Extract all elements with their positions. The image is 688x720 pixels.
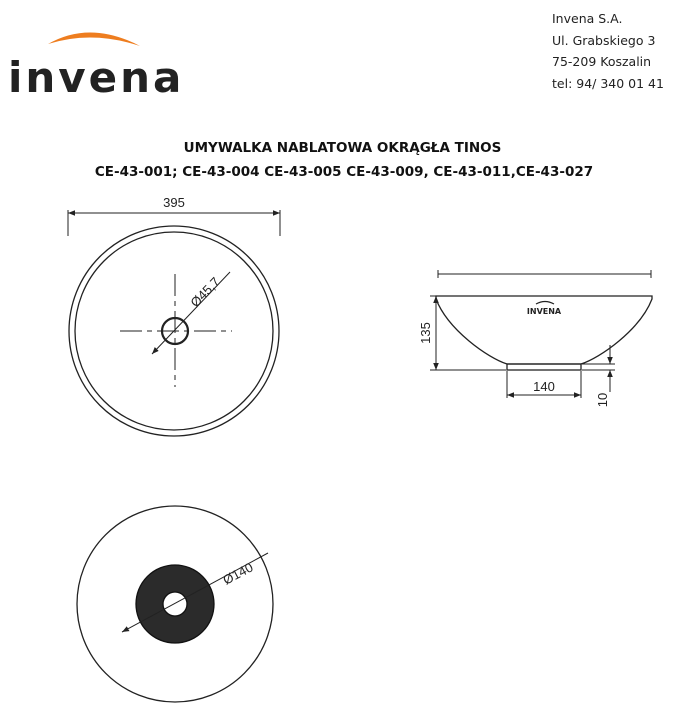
- logo-text: invena: [8, 53, 185, 102]
- basin-foot: [507, 364, 581, 370]
- dim-label-135: 135: [418, 322, 433, 344]
- dim-label-drain: Ø45,7: [187, 274, 223, 311]
- document-title: UMYWALKA NABLATOWA OKRĄGŁA TINOS: [183, 140, 502, 156]
- side-logo: INVENA: [526, 307, 562, 316]
- address-line: Ul. Grabskiego 3: [552, 32, 656, 48]
- drain-opening: [163, 592, 187, 616]
- address-line: 75-209 Koszalin: [552, 54, 652, 69]
- top-view: [68, 210, 280, 436]
- dim-label-395: 395: [163, 195, 185, 210]
- dim-label-10: 10: [595, 392, 610, 408]
- dim-label-140-bottom: Ø140: [220, 559, 256, 588]
- side-logo-swoosh: [536, 302, 554, 305]
- address-line: Invena S.A.: [552, 11, 623, 26]
- dim-label-140-side: 140: [533, 379, 555, 394]
- address-line: tel: 94/ 340 01 41: [552, 75, 664, 91]
- bottom-view: [77, 506, 273, 702]
- product-codes: CE-43-001; CE-43-004 CE-43-005 CE-43-009, CE-43-011,CE-43-027: [94, 164, 594, 180]
